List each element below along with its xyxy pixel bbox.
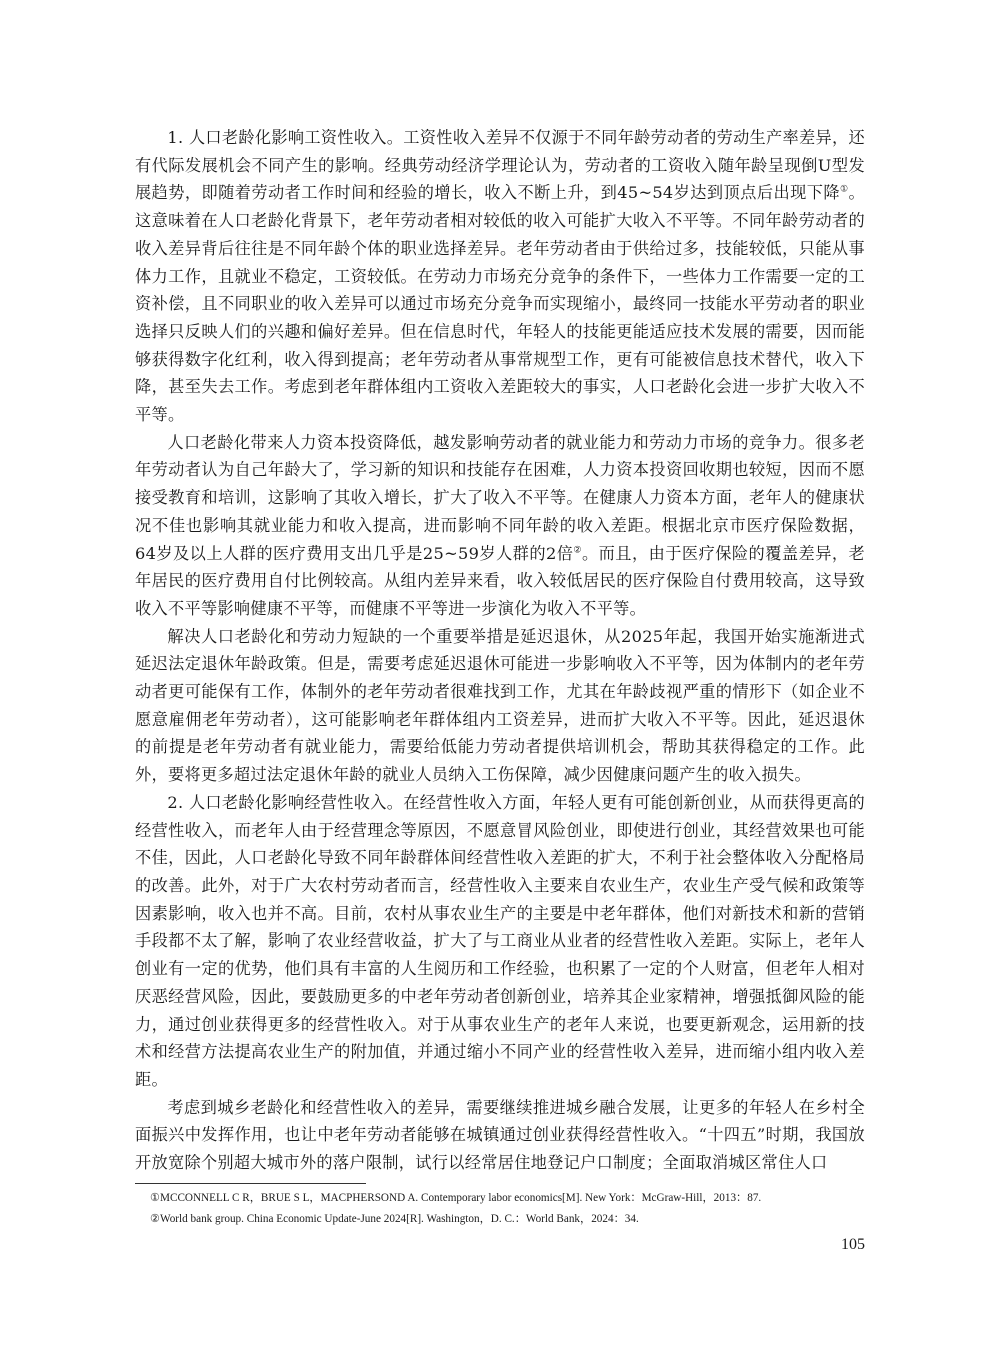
footnote-ref-1[interactable]: ①: [839, 185, 849, 196]
footnote-marker: ②: [150, 1213, 161, 1225]
paragraph-text: 2. 人口老龄化影响经营性收入。在经营性收入方面，年轻人更有可能创新创业，从而获得更高的经营性收入，而老年人由于经营理念等原因，不愿意冒风险创业，即使进行创业，其经营效果也可能不佳，因此，人口老龄化导致不同年龄群体间经营性收入差距的扩大，不利于社会整体收入分配格局的改善。此外，对于广大农村劳动者而言，经营性收入主要来自农业生产，农业生产受气候和政策等因素影响，收入也并不高。目前，农村从事农业生产的主要是中老年群体，他们对新技术和新的营销手段都不太了解，影响了农业经营收益，扩大了与工商业从业者的经营性收入差距。实际上，老年人创业有一定的优势，他们具有丰富的人生阅历和工作经验，也积累了一定的个人财富，但老年人相对厌恶经营风险，因此，要鼓励更多的中老年劳动者创新创业，培养其企业家精神，增强抵御风险的能力，通过创业获得更多的经营性收入。对于从事农业生产的老年人来说，也要更新观念，运用新的技术和经营方法提高农业生产的附加值，并通过缩小不同产业的经营性收入差异，进而缩小组内收入差距。: [135, 792, 865, 1089]
paragraph-text: 解决人口老龄化和劳动力短缺的一个重要举措是延迟退休，从2025年起，我国开始实施渐进式延迟法定退休年龄政策。但是，需要考虑延迟退休可能进一步影响收入不平等，因为体制内的老年劳动者更可能保有工作，体制外的老年劳动者很难找到工作，尤其在年龄歧视严重的情形下（如企业不愿意雇佣老年劳动者），这可能影响老年群体组内工资差异，进而扩大收入不平等。因此，延迟退休的前提是老年劳动者有就业能力，需要给低能力劳动者提供培训机会，帮助其获得稳定的工作。此外，要将更多超过法定退休年龄的就业人员纳入工伤保障，减少因健康问题产生的收入损失。: [135, 626, 865, 785]
paragraph-text: 。而且，由于医疗保险的覆盖差异，老年居民的医疗费用自付比例较高。从组内差异来看，收入较低居民的医疗保险自付费用较高，这导致收入不平等影响健康不平等，而健康不平等进一步演化为收入不平等。: [135, 543, 865, 618]
footnote-2: [150, 1209, 865, 1230]
footnotes: [150, 1188, 865, 1230]
paragraph-business-income: [135, 789, 865, 1094]
main-text: [135, 124, 865, 1177]
footnote-divider: [135, 1183, 366, 1184]
paragraph-wage-income: [135, 124, 865, 429]
paragraph-urban-rural: [135, 1094, 865, 1177]
footnote-marker: ①: [150, 1192, 161, 1204]
paragraph-text: 人口老龄化带来人力资本投资降低，越发影响劳动者的就业能力和劳动力市场的竞争力。很多老年劳动者认为自己年龄大了，学习新的知识和技能存在困难，人力资本投资回收期也较短，因而不愿接受教育和培训，这影响了其收入增长，扩大了收入不平等。在健康人力资本方面，老年人的健康状况不佳也影响其就业能力和收入提高，进而影响不同年龄的收入差距。根据北京市医疗保险数据，64岁及以上人群的医疗费用支出几乎是25~59岁人群的2倍: [135, 432, 865, 563]
paragraph-human-capital: [135, 429, 865, 623]
paragraph-text: 考虑到城乡老龄化和经营性收入的差异，需要继续推进城乡融合发展，让更多的年轻人在乡村全面振兴中发挥作用，也让中老年劳动者能够在城镇通过创业获得经营性收入。“十四五”时期，我国放开放宽除个别超大城市外的落户限制，试行以经常居住地登记户口制度；全面取消城区常住人口: [135, 1097, 865, 1173]
paragraph-text: 1. 人口老龄化影响工资性收入。工资性收入差异不仅源于不同年龄劳动者的劳动生产率差异，还有代际发展机会不同产生的影响。经典劳动经济学理论认为，劳动者的工资收入随年龄呈现倒U型发展趋势，即随着劳动者工作时间和经验的增长，收入不断上升，到45~54岁达到顶点后出现下降: [135, 128, 865, 203]
paragraph-delayed-retirement: [135, 623, 865, 789]
footnote-text: MCCONNELL C R，BRUE S L，MACPHERSOND A. Contemporary labor economics[M]. New York：McGraw-Hill，2013：87.: [160, 1192, 762, 1204]
footnote-text: World bank group. China Economic Update-June 2024[R]. Washington，D. C.：World Bank，2024：34.: [160, 1213, 639, 1225]
footnote-ref-2[interactable]: ②: [573, 545, 582, 556]
paragraph-text: 。这意味着在人口老龄化背景下，老年劳动者相对较低的收入可能扩大收入不平等。不同年龄劳动者的收入差异背后往往是不同年龄个体的职业选择差异。老年劳动者由于供给过多，技能较低，只能从事体力工作，且就业不稳定，工资较低。在劳动力市场充分竞争的条件下，一些体力工作需要一定的工资补偿，且不同职业的收入差异可以通过市场充分竞争而实现缩小，最终同一技能水平劳动者的职业选择只反映人们的兴趣和偏好差异。但在信息时代，年轻人的技能更能适应技术发展的需要，因而能够获得数字化红利，收入得到提高；老年劳动者从事常规型工作，更有可能被信息技术替代，收入下降，甚至失去工作。考虑到老年群体组内工资收入差距较大的事实，人口老龄化会进一步扩大收入不平等。: [135, 183, 865, 425]
footnote-1: [150, 1188, 865, 1209]
page-number: 105: [841, 1236, 865, 1253]
